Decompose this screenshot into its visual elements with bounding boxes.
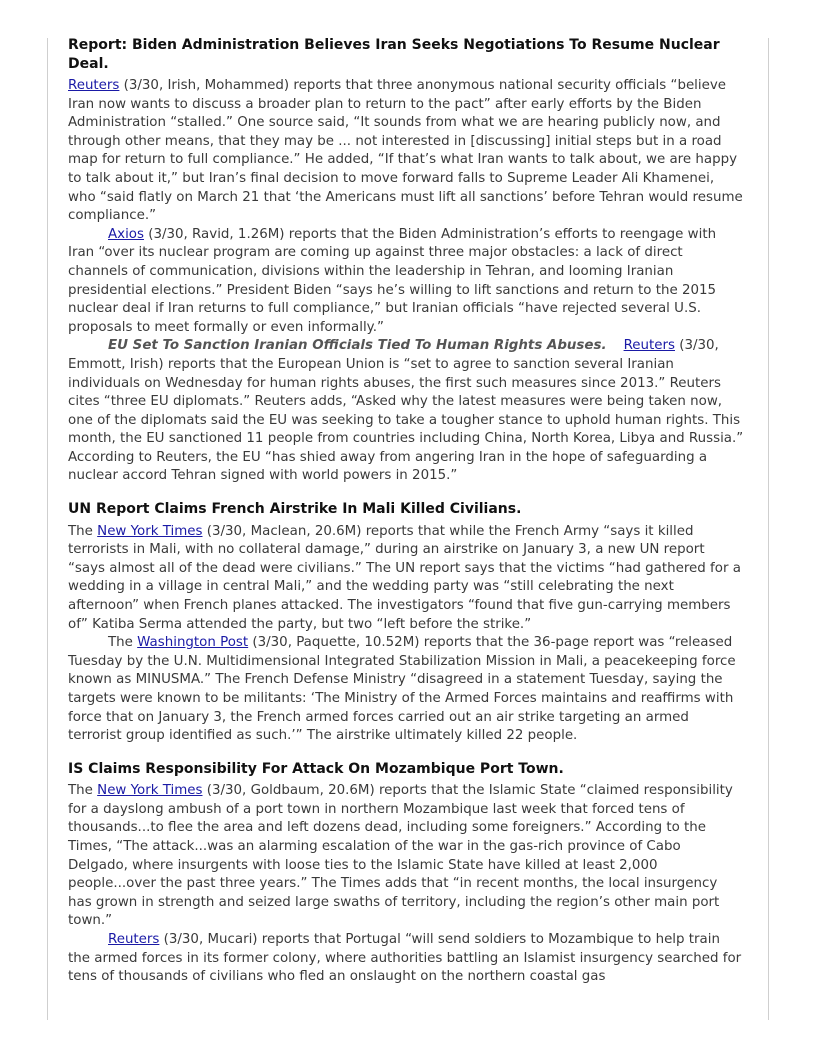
subheadline-eu-sanctions: EU Set To Sanction Iranian Officials Tied To Human Rights Abuses. — [108, 338, 607, 354]
source-link-axios[interactable]: Axios — [108, 226, 144, 242]
source-link-washington-post[interactable]: Washington Post — [137, 635, 249, 651]
story-paragraph — [68, 782, 744, 931]
story-headline-mozambique-attack: IS Claims Responsibility For Attack On Mozambique Port Town. — [68, 760, 564, 777]
paragraph-lead: The — [68, 783, 98, 799]
story-paragraph — [68, 77, 744, 226]
story-paragraph — [68, 931, 744, 987]
right-margin-rule — [768, 38, 769, 1020]
paragraph-lead: The — [108, 635, 138, 651]
paragraph-text: (3/30, Emmott, Irish) reports that the European Union is “set to agree to sanction several Iranian individuals on Wednesday for human rights abuses, the first such measures since 2013.” Reuters cites “three EU diplomats.” Reuters adds, “Asked why the latest measures were being taken now, one of the diplomats said the EU was seeking to take a tougher stance to uphold human rights. This month, the EU sanctioned 11 people from countries including China, North Korea, Libya and Russia.” According to Reuters, the EU “has shied away from angering Iran in the hope of safeguarding a nuclear accord Tehran signed with world powers in 2015.” — [68, 338, 744, 484]
source-link-reuters[interactable]: Reuters — [108, 931, 160, 947]
paragraph-text: (3/30, Irish, Mohammed) reports that three anonymous national security officials “believe Iran now wants to discuss a broader plan to return to the pact” after early efforts by the Biden Administration “stalled.” One source said, “It sounds from what we are hearing publicly now, and through other means, that they may be ... not interested in [discussing] initial steps but in a road map for return to full compliance.” He added, “If that’s what Iran wants to talk about, we are happy to talk about it,” but Iran’s final decision to move forward falls to Supreme Leader Ali Khamenei, who “said flatly on March 21 that ‘the Americans must lift all sanctions’ before Tehran would resume compliance.” — [68, 78, 743, 224]
story-headline-iran-negotiations: Report: Biden Administration Believes Iran Seeks Negotiations To Resume Nuclear Deal. — [68, 37, 720, 72]
paragraph-text: (3/30, Ravid, 1.26M) reports that the Biden Administration’s efforts to reengage with Iran “over its nuclear program are coming up against three major obstacles: a lack of direct channels of communication, divisions within the leadership in Tehran, and looming Iranian presidential elections.” President Biden “says he’s willing to lift sanctions and return to the 2015 nuclear deal if Iran returns to full compliance,” but Iranian officials “have rejected several U.S. proposals to meet formally or even informally.” — [68, 226, 717, 335]
source-link-nyt[interactable]: New York Times — [97, 523, 203, 539]
paragraph-text: (3/30, Goldbaum, 20.6M) reports that the Islamic State “claimed responsibility for a dayslong ambush of a port town in northern Mozambique last week that forced tens of thousands...to flee the area and left dozens dead, including some foreigners.” According to the Times, “The attack...was an alarming escalation of the war in the gas-rich province of Cabo Delgado, where insurgents with loose ties to the Islamic State have killed at least 2,000 people...over the past three years.” The Times adds that “in recent months, the local insurgency has grown in strength and seized large swaths of territory, including the region’s other main port town.” — [68, 783, 733, 929]
paragraph-lead: The — [68, 523, 98, 539]
paragraph-text: (3/30, Maclean, 20.6M) reports that while the French Army “says it killed terrorists in Mali, with no collateral damage,” during an airstrike on January 3, a new UN report “says almost all of the dead were civilians.” The UN report says that the victims “had gathered for a wedding in a village in central Mali,” and the wedding party was “still celebrating the next afternoon” when French planes attacked. The investigators “found that five gun-carrying members of” Katiba Serma attended the party, but two “left before the strike.” — [68, 523, 741, 632]
story-paragraph — [68, 634, 744, 746]
source-link-nyt[interactable]: New York Times — [97, 783, 203, 799]
source-link-reuters[interactable]: Reuters — [68, 78, 120, 93]
document-page — [68, 36, 744, 987]
source-link-reuters[interactable]: Reuters — [623, 338, 675, 354]
story-paragraph — [68, 226, 744, 338]
left-margin-rule — [47, 38, 48, 1020]
story-headline-mali-airstrike: UN Report Claims French Airstrike In Mali Killed Civilians. — [68, 501, 522, 518]
story-paragraph — [68, 523, 744, 635]
paragraph-text: (3/30, Paquette, 10.52M) reports that the 36-page report was “released Tuesday by the U.N. Multidimensional Integrated Stabilization Mission in Mali, a peacekeeping force known as MINUSMA.” The French Defense Ministry “disagreed in a statement Tuesday, saying the targets were known to be militants: ‘The Ministry of the Armed Forces maintains and reaffirms with force that on January 3, the French armed forces carried out an air strike targeting an armed terrorist group identified as such.’” The airstrike ultimately killed 22 people. — [68, 635, 736, 744]
story-paragraph — [68, 337, 744, 486]
paragraph-text: (3/30, Mucari) reports that Portugal “will send soldiers to Mozambique to help train the armed forces in its former colony, where authorities battling an Islamist insurgency searched for tens of thousands of civilians who fled an onslaught on the northern coastal gas — [68, 931, 742, 985]
